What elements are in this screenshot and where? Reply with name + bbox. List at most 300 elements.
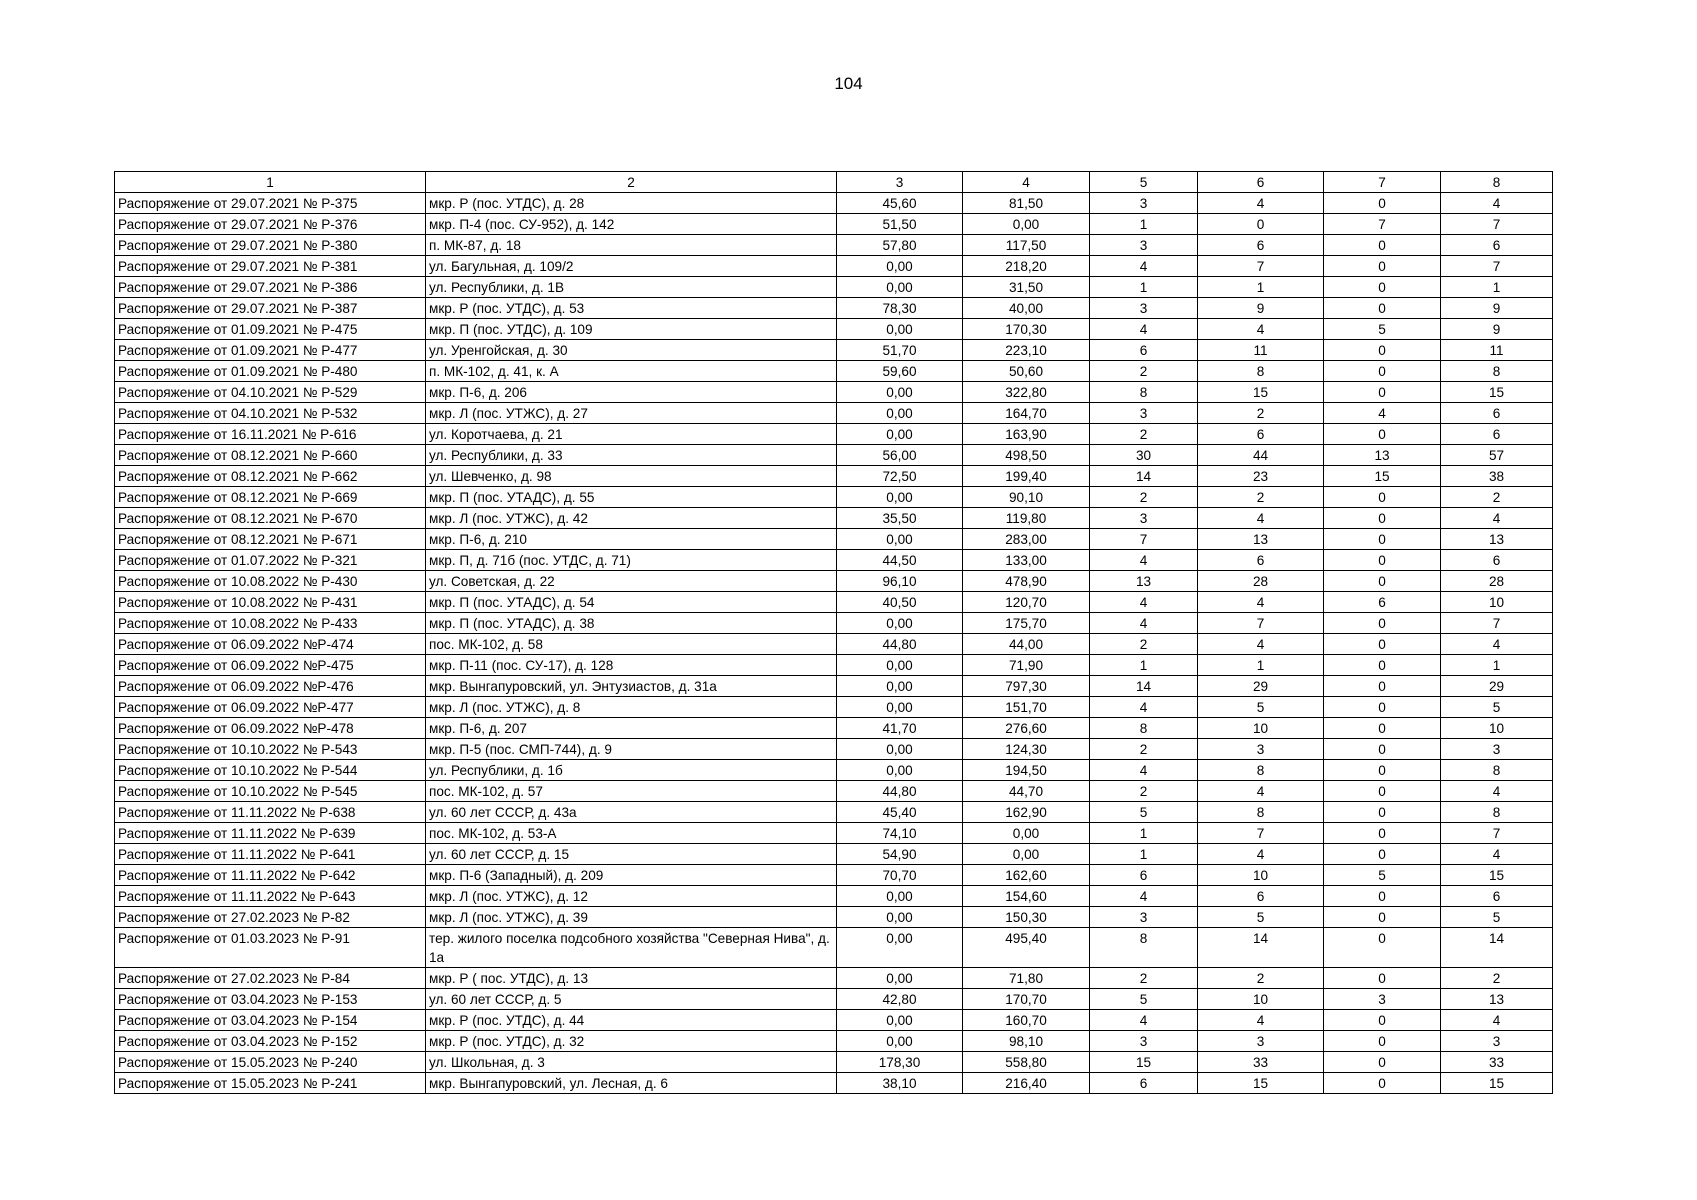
- value-cell: 0,00: [963, 214, 1090, 235]
- value-cell: 133,00: [963, 550, 1090, 571]
- address-cell: мкр. П (пос. УТАДС), д. 54: [426, 592, 837, 613]
- table-row: [115, 424, 1553, 445]
- value-cell: 1: [1198, 655, 1324, 676]
- order-cell: Распоряжение от 06.09.2022 №Р-477: [115, 697, 426, 718]
- value-cell: 1: [1090, 844, 1198, 865]
- value-cell: 0: [1324, 1073, 1441, 1094]
- value-cell: 4: [1198, 781, 1324, 802]
- value-cell: 0: [1324, 655, 1441, 676]
- value-cell: 218,20: [963, 256, 1090, 277]
- table-row: [115, 1010, 1553, 1031]
- address-cell: мкр. П-5 (пос. СМП-744), д. 9: [426, 739, 837, 760]
- column-header: 1: [115, 172, 426, 193]
- value-cell: 478,90: [963, 571, 1090, 592]
- order-cell: Распоряжение от 01.09.2021 № Р-477: [115, 340, 426, 361]
- order-cell: Распоряжение от 03.04.2023 № Р-154: [115, 1010, 426, 1031]
- address-cell: мкр. Р (пос. УТДС), д. 28: [426, 193, 837, 214]
- value-cell: 178,30: [837, 1052, 963, 1073]
- value-cell: 1: [1441, 277, 1553, 298]
- value-cell: 0,00: [837, 655, 963, 676]
- value-cell: 2: [1198, 968, 1324, 989]
- table-row: [115, 968, 1553, 989]
- value-cell: 0,00: [837, 739, 963, 760]
- address-cell: ул. Республики, д. 33: [426, 445, 837, 466]
- value-cell: 40,00: [963, 298, 1090, 319]
- value-cell: 4: [1441, 508, 1553, 529]
- value-cell: 7: [1441, 613, 1553, 634]
- value-cell: 11: [1198, 340, 1324, 361]
- address-cell: мкр. П, д. 71б (пос. УТДС, д. 71): [426, 550, 837, 571]
- value-cell: 7: [1324, 214, 1441, 235]
- address-cell: мкр. Р ( пос. УТДС), д. 13: [426, 968, 837, 989]
- table-row: [115, 571, 1553, 592]
- value-cell: 0,00: [837, 277, 963, 298]
- value-cell: 119,80: [963, 508, 1090, 529]
- value-cell: 57: [1441, 445, 1553, 466]
- table-row: [115, 361, 1553, 382]
- address-cell: мкр. П-6 (Западный), д. 209: [426, 865, 837, 886]
- value-cell: 5: [1198, 697, 1324, 718]
- value-cell: 10: [1198, 718, 1324, 739]
- value-cell: 23: [1198, 466, 1324, 487]
- address-cell: ул. Шевченко, д. 98: [426, 466, 837, 487]
- value-cell: 1: [1090, 277, 1198, 298]
- value-cell: 0: [1324, 676, 1441, 697]
- address-cell: мкр. Л (пос. УТЖС), д. 8: [426, 697, 837, 718]
- value-cell: 0,00: [837, 907, 963, 928]
- value-cell: 50,60: [963, 361, 1090, 382]
- value-cell: 6: [1324, 592, 1441, 613]
- value-cell: 6: [1441, 403, 1553, 424]
- value-cell: 1: [1090, 655, 1198, 676]
- value-cell: 51,70: [837, 340, 963, 361]
- page-number: 104: [834, 74, 863, 93]
- value-cell: 151,70: [963, 697, 1090, 718]
- table-row: [115, 676, 1553, 697]
- value-cell: 322,80: [963, 382, 1090, 403]
- value-cell: 1: [1441, 655, 1553, 676]
- value-cell: 4: [1441, 781, 1553, 802]
- address-cell: мкр. П-6, д. 210: [426, 529, 837, 550]
- value-cell: 33: [1441, 1052, 1553, 1073]
- value-cell: 0,00: [837, 886, 963, 907]
- table-row: [115, 989, 1553, 1010]
- value-cell: 41,70: [837, 718, 963, 739]
- value-cell: 0: [1324, 424, 1441, 445]
- value-cell: 59,60: [837, 361, 963, 382]
- value-cell: 0,00: [837, 529, 963, 550]
- value-cell: 0: [1324, 550, 1441, 571]
- order-cell: Распоряжение от 29.07.2021 № Р-387: [115, 298, 426, 319]
- table-row: [115, 844, 1553, 865]
- value-cell: 0,00: [963, 823, 1090, 844]
- value-cell: 14: [1441, 928, 1553, 968]
- value-cell: 3: [1090, 235, 1198, 256]
- value-cell: 81,50: [963, 193, 1090, 214]
- address-cell: мкр. П (пос. УТДС), д. 109: [426, 319, 837, 340]
- value-cell: 3: [1441, 739, 1553, 760]
- address-cell: п. МК-87, д. 18: [426, 235, 837, 256]
- value-cell: 5: [1324, 319, 1441, 340]
- value-cell: 0,00: [837, 968, 963, 989]
- table-row: [115, 466, 1553, 487]
- order-cell: Распоряжение от 08.12.2021 № Р-669: [115, 487, 426, 508]
- address-cell: пос. МК-102, д. 58: [426, 634, 837, 655]
- value-cell: 4: [1090, 550, 1198, 571]
- value-cell: 162,60: [963, 865, 1090, 886]
- value-cell: 6: [1198, 424, 1324, 445]
- value-cell: 3: [1090, 403, 1198, 424]
- value-cell: 2: [1090, 739, 1198, 760]
- value-cell: 6: [1090, 865, 1198, 886]
- value-cell: 124,30: [963, 739, 1090, 760]
- value-cell: 0: [1324, 844, 1441, 865]
- value-cell: 3: [1198, 739, 1324, 760]
- value-cell: 6: [1441, 235, 1553, 256]
- value-cell: 4: [1198, 1010, 1324, 1031]
- table-row: [115, 823, 1553, 844]
- order-cell: Распоряжение от 29.07.2021 № Р-381: [115, 256, 426, 277]
- value-cell: 2: [1090, 487, 1198, 508]
- value-cell: 2: [1090, 361, 1198, 382]
- table-row: [115, 634, 1553, 655]
- value-cell: 3: [1198, 1031, 1324, 1052]
- value-cell: 29: [1198, 676, 1324, 697]
- value-cell: 9: [1441, 298, 1553, 319]
- value-cell: 0: [1324, 193, 1441, 214]
- table-row: [115, 214, 1553, 235]
- value-cell: 15: [1198, 1073, 1324, 1094]
- value-cell: 0: [1198, 214, 1324, 235]
- value-cell: 162,90: [963, 802, 1090, 823]
- value-cell: 3: [1090, 508, 1198, 529]
- address-cell: мкр. П-4 (пос. СУ-952), д. 142: [426, 214, 837, 235]
- address-cell: мкр. Л (пос. УТЖС), д. 12: [426, 886, 837, 907]
- value-cell: 4: [1198, 592, 1324, 613]
- value-cell: 170,70: [963, 989, 1090, 1010]
- table-row: [115, 781, 1553, 802]
- table-row: [115, 487, 1553, 508]
- value-cell: 7: [1441, 823, 1553, 844]
- value-cell: 0,00: [837, 928, 963, 968]
- order-cell: Распоряжение от 01.09.2021 № Р-480: [115, 361, 426, 382]
- value-cell: 0: [1324, 571, 1441, 592]
- value-cell: 0: [1324, 487, 1441, 508]
- value-cell: 45,40: [837, 802, 963, 823]
- value-cell: 4: [1324, 403, 1441, 424]
- value-cell: 154,60: [963, 886, 1090, 907]
- value-cell: 4: [1090, 592, 1198, 613]
- value-cell: 15: [1090, 1052, 1198, 1073]
- value-cell: 0,00: [837, 676, 963, 697]
- value-cell: 0: [1324, 508, 1441, 529]
- value-cell: 0,00: [837, 760, 963, 781]
- value-cell: 8: [1198, 760, 1324, 781]
- table-row: [115, 802, 1553, 823]
- order-cell: Распоряжение от 27.02.2023 № Р-84: [115, 968, 426, 989]
- value-cell: 15: [1441, 1073, 1553, 1094]
- table-row: [115, 865, 1553, 886]
- value-cell: 9: [1198, 298, 1324, 319]
- value-cell: 0,00: [837, 613, 963, 634]
- value-cell: 0: [1324, 256, 1441, 277]
- address-cell: мкр. Л (пос. УТЖС), д. 42: [426, 508, 837, 529]
- table-row: [115, 508, 1553, 529]
- order-cell: Распоряжение от 08.12.2021 № Р-662: [115, 466, 426, 487]
- value-cell: 38,10: [837, 1073, 963, 1094]
- value-cell: 71,90: [963, 655, 1090, 676]
- value-cell: 7: [1441, 214, 1553, 235]
- value-cell: 78,30: [837, 298, 963, 319]
- table-row: [115, 403, 1553, 424]
- value-cell: 8: [1441, 760, 1553, 781]
- value-cell: 0: [1324, 613, 1441, 634]
- address-cell: мкр. П (пос. УТАДС), д. 55: [426, 487, 837, 508]
- address-cell: ул. Школьная, д. 3: [426, 1052, 837, 1073]
- value-cell: 14: [1090, 466, 1198, 487]
- value-cell: 31,50: [963, 277, 1090, 298]
- table-row: [115, 193, 1553, 214]
- value-cell: 4: [1090, 697, 1198, 718]
- table-row: [115, 529, 1553, 550]
- table-row: [115, 340, 1553, 361]
- value-cell: 223,10: [963, 340, 1090, 361]
- value-cell: 0,00: [837, 319, 963, 340]
- value-cell: 2: [1090, 634, 1198, 655]
- value-cell: 117,50: [963, 235, 1090, 256]
- value-cell: 163,90: [963, 424, 1090, 445]
- order-cell: Распоряжение от 01.07.2022 № Р-321: [115, 550, 426, 571]
- value-cell: 0: [1324, 1010, 1441, 1031]
- value-cell: 6: [1441, 886, 1553, 907]
- value-cell: 7: [1198, 256, 1324, 277]
- value-cell: 8: [1198, 802, 1324, 823]
- order-cell: Распоряжение от 11.11.2022 № Р-642: [115, 865, 426, 886]
- value-cell: 5: [1090, 989, 1198, 1010]
- table-row: [115, 592, 1553, 613]
- value-cell: 2: [1198, 487, 1324, 508]
- value-cell: 7: [1198, 823, 1324, 844]
- value-cell: 0: [1324, 1031, 1441, 1052]
- value-cell: 0,00: [837, 424, 963, 445]
- value-cell: 3: [1324, 989, 1441, 1010]
- value-cell: 8: [1198, 361, 1324, 382]
- address-cell: ул. Коротчаева, д. 21: [426, 424, 837, 445]
- order-cell: Распоряжение от 04.10.2021 № Р-532: [115, 403, 426, 424]
- value-cell: 4: [1198, 634, 1324, 655]
- address-cell: ул. 60 лет СССР, д. 5: [426, 989, 837, 1010]
- address-cell: ул. Республики, д. 1б: [426, 760, 837, 781]
- value-cell: 8: [1090, 382, 1198, 403]
- value-cell: 194,50: [963, 760, 1090, 781]
- value-cell: 558,80: [963, 1052, 1090, 1073]
- value-cell: 0,00: [837, 403, 963, 424]
- value-cell: 160,70: [963, 1010, 1090, 1031]
- value-cell: 4: [1090, 319, 1198, 340]
- column-header: 6: [1198, 172, 1324, 193]
- value-cell: 495,40: [963, 928, 1090, 968]
- value-cell: 13: [1090, 571, 1198, 592]
- value-cell: 0: [1324, 1052, 1441, 1073]
- value-cell: 0: [1324, 529, 1441, 550]
- value-cell: 9: [1441, 319, 1553, 340]
- value-cell: 10: [1198, 865, 1324, 886]
- order-cell: Распоряжение от 10.08.2022 № Р-430: [115, 571, 426, 592]
- order-cell: Распоряжение от 08.12.2021 № Р-671: [115, 529, 426, 550]
- value-cell: 0,00: [837, 1010, 963, 1031]
- value-cell: 15: [1441, 865, 1553, 886]
- value-cell: 8: [1090, 928, 1198, 968]
- value-cell: 0: [1324, 739, 1441, 760]
- order-cell: Распоряжение от 08.12.2021 № Р-660: [115, 445, 426, 466]
- value-cell: 170,30: [963, 319, 1090, 340]
- value-cell: 28: [1441, 571, 1553, 592]
- value-cell: 51,50: [837, 214, 963, 235]
- value-cell: 0: [1324, 697, 1441, 718]
- value-cell: 6: [1441, 424, 1553, 445]
- value-cell: 0: [1324, 781, 1441, 802]
- value-cell: 6: [1198, 550, 1324, 571]
- order-cell: Распоряжение от 10.10.2022 № Р-543: [115, 739, 426, 760]
- address-cell: ул. Багульная, д. 109/2: [426, 256, 837, 277]
- column-header: 2: [426, 172, 837, 193]
- value-cell: 0: [1324, 760, 1441, 781]
- value-cell: 5: [1090, 802, 1198, 823]
- value-cell: 0: [1324, 382, 1441, 403]
- order-cell: Распоряжение от 29.07.2021 № Р-386: [115, 277, 426, 298]
- address-cell: мкр. Вынгапуровский, ул. Энтузиастов, д. 31а: [426, 676, 837, 697]
- value-cell: 0,00: [837, 697, 963, 718]
- order-cell: Распоряжение от 11.11.2022 № Р-639: [115, 823, 426, 844]
- value-cell: 4: [1441, 634, 1553, 655]
- value-cell: 13: [1198, 529, 1324, 550]
- value-cell: 33: [1198, 1052, 1324, 1073]
- order-cell: Распоряжение от 15.05.2023 № Р-240: [115, 1052, 426, 1073]
- value-cell: 71,80: [963, 968, 1090, 989]
- table-row: [115, 1073, 1553, 1094]
- order-cell: Распоряжение от 03.04.2023 № Р-152: [115, 1031, 426, 1052]
- address-cell: ул. Уренгойская, д. 30: [426, 340, 837, 361]
- order-cell: Распоряжение от 15.05.2023 № Р-241: [115, 1073, 426, 1094]
- address-cell: мкр. Р (пос. УТДС), д. 44: [426, 1010, 837, 1031]
- value-cell: 56,00: [837, 445, 963, 466]
- address-cell: ул. 60 лет СССР, д. 15: [426, 844, 837, 865]
- value-cell: 0,00: [837, 487, 963, 508]
- order-cell: Распоряжение от 27.02.2023 № Р-82: [115, 907, 426, 928]
- value-cell: 6: [1090, 1073, 1198, 1094]
- value-cell: 90,10: [963, 487, 1090, 508]
- value-cell: 0: [1324, 886, 1441, 907]
- value-cell: 44,80: [837, 781, 963, 802]
- value-cell: 2: [1090, 968, 1198, 989]
- value-cell: 98,10: [963, 1031, 1090, 1052]
- table-row: [115, 697, 1553, 718]
- order-cell: Распоряжение от 06.09.2022 №Р-478: [115, 718, 426, 739]
- column-header: 5: [1090, 172, 1198, 193]
- value-cell: 72,50: [837, 466, 963, 487]
- value-cell: 10: [1441, 718, 1553, 739]
- value-cell: 6: [1198, 886, 1324, 907]
- order-cell: Распоряжение от 29.07.2021 № Р-375: [115, 193, 426, 214]
- value-cell: 44,80: [837, 634, 963, 655]
- value-cell: 44: [1198, 445, 1324, 466]
- value-cell: 38: [1441, 466, 1553, 487]
- value-cell: 96,10: [837, 571, 963, 592]
- value-cell: 8: [1090, 718, 1198, 739]
- value-cell: 0: [1324, 823, 1441, 844]
- value-cell: 7: [1198, 613, 1324, 634]
- value-cell: 2: [1441, 487, 1553, 508]
- value-cell: 0: [1324, 928, 1441, 968]
- value-cell: 1: [1090, 823, 1198, 844]
- value-cell: 29: [1441, 676, 1553, 697]
- address-cell: мкр. П-6, д. 207: [426, 718, 837, 739]
- column-header: 3: [837, 172, 963, 193]
- value-cell: 44,00: [963, 634, 1090, 655]
- value-cell: 10: [1198, 989, 1324, 1010]
- address-cell: мкр. П-6, д. 206: [426, 382, 837, 403]
- value-cell: 3: [1090, 193, 1198, 214]
- value-cell: 3: [1441, 1031, 1553, 1052]
- address-cell: ул. Республики, д. 1В: [426, 277, 837, 298]
- table-row: [115, 907, 1553, 928]
- value-cell: 15: [1441, 382, 1553, 403]
- value-cell: 498,50: [963, 445, 1090, 466]
- value-cell: 44,50: [837, 550, 963, 571]
- address-cell: п. МК-102, д. 41, к. А: [426, 361, 837, 382]
- value-cell: 0: [1324, 802, 1441, 823]
- value-cell: 70,70: [837, 865, 963, 886]
- value-cell: 2: [1090, 781, 1198, 802]
- value-cell: 15: [1198, 382, 1324, 403]
- order-cell: Распоряжение от 29.07.2021 № Р-376: [115, 214, 426, 235]
- value-cell: 276,60: [963, 718, 1090, 739]
- table-row: [115, 550, 1553, 571]
- table-row: [115, 613, 1553, 634]
- value-cell: 4: [1198, 508, 1324, 529]
- value-cell: 28: [1198, 571, 1324, 592]
- order-cell: Распоряжение от 01.03.2023 № Р-91: [115, 928, 426, 968]
- address-cell: мкр. Р (пос. УТДС), д. 53: [426, 298, 837, 319]
- value-cell: 0,00: [837, 256, 963, 277]
- order-cell: Распоряжение от 03.04.2023 № Р-153: [115, 989, 426, 1010]
- table-row: [115, 235, 1553, 256]
- value-cell: 6: [1090, 340, 1198, 361]
- order-cell: Распоряжение от 06.09.2022 №Р-475: [115, 655, 426, 676]
- value-cell: 199,40: [963, 466, 1090, 487]
- order-cell: Распоряжение от 08.12.2021 № Р-670: [115, 508, 426, 529]
- order-cell: Распоряжение от 01.09.2021 № Р-475: [115, 319, 426, 340]
- value-cell: 54,90: [837, 844, 963, 865]
- value-cell: 3: [1090, 298, 1198, 319]
- value-cell: 0,00: [837, 382, 963, 403]
- value-cell: 0: [1324, 340, 1441, 361]
- address-cell: мкр. Р (пос. УТДС), д. 32: [426, 1031, 837, 1052]
- value-cell: 3: [1090, 907, 1198, 928]
- value-cell: 4: [1198, 193, 1324, 214]
- value-cell: 4: [1090, 886, 1198, 907]
- address-cell: мкр. П (пос. УТАДС), д. 38: [426, 613, 837, 634]
- table-row: [115, 298, 1553, 319]
- value-cell: 4: [1441, 1010, 1553, 1031]
- value-cell: 0: [1324, 277, 1441, 298]
- value-cell: 14: [1090, 676, 1198, 697]
- value-cell: 13: [1441, 529, 1553, 550]
- table-row: [115, 928, 1553, 968]
- value-cell: 5: [1198, 907, 1324, 928]
- value-cell: 4: [1090, 760, 1198, 781]
- value-cell: 8: [1441, 802, 1553, 823]
